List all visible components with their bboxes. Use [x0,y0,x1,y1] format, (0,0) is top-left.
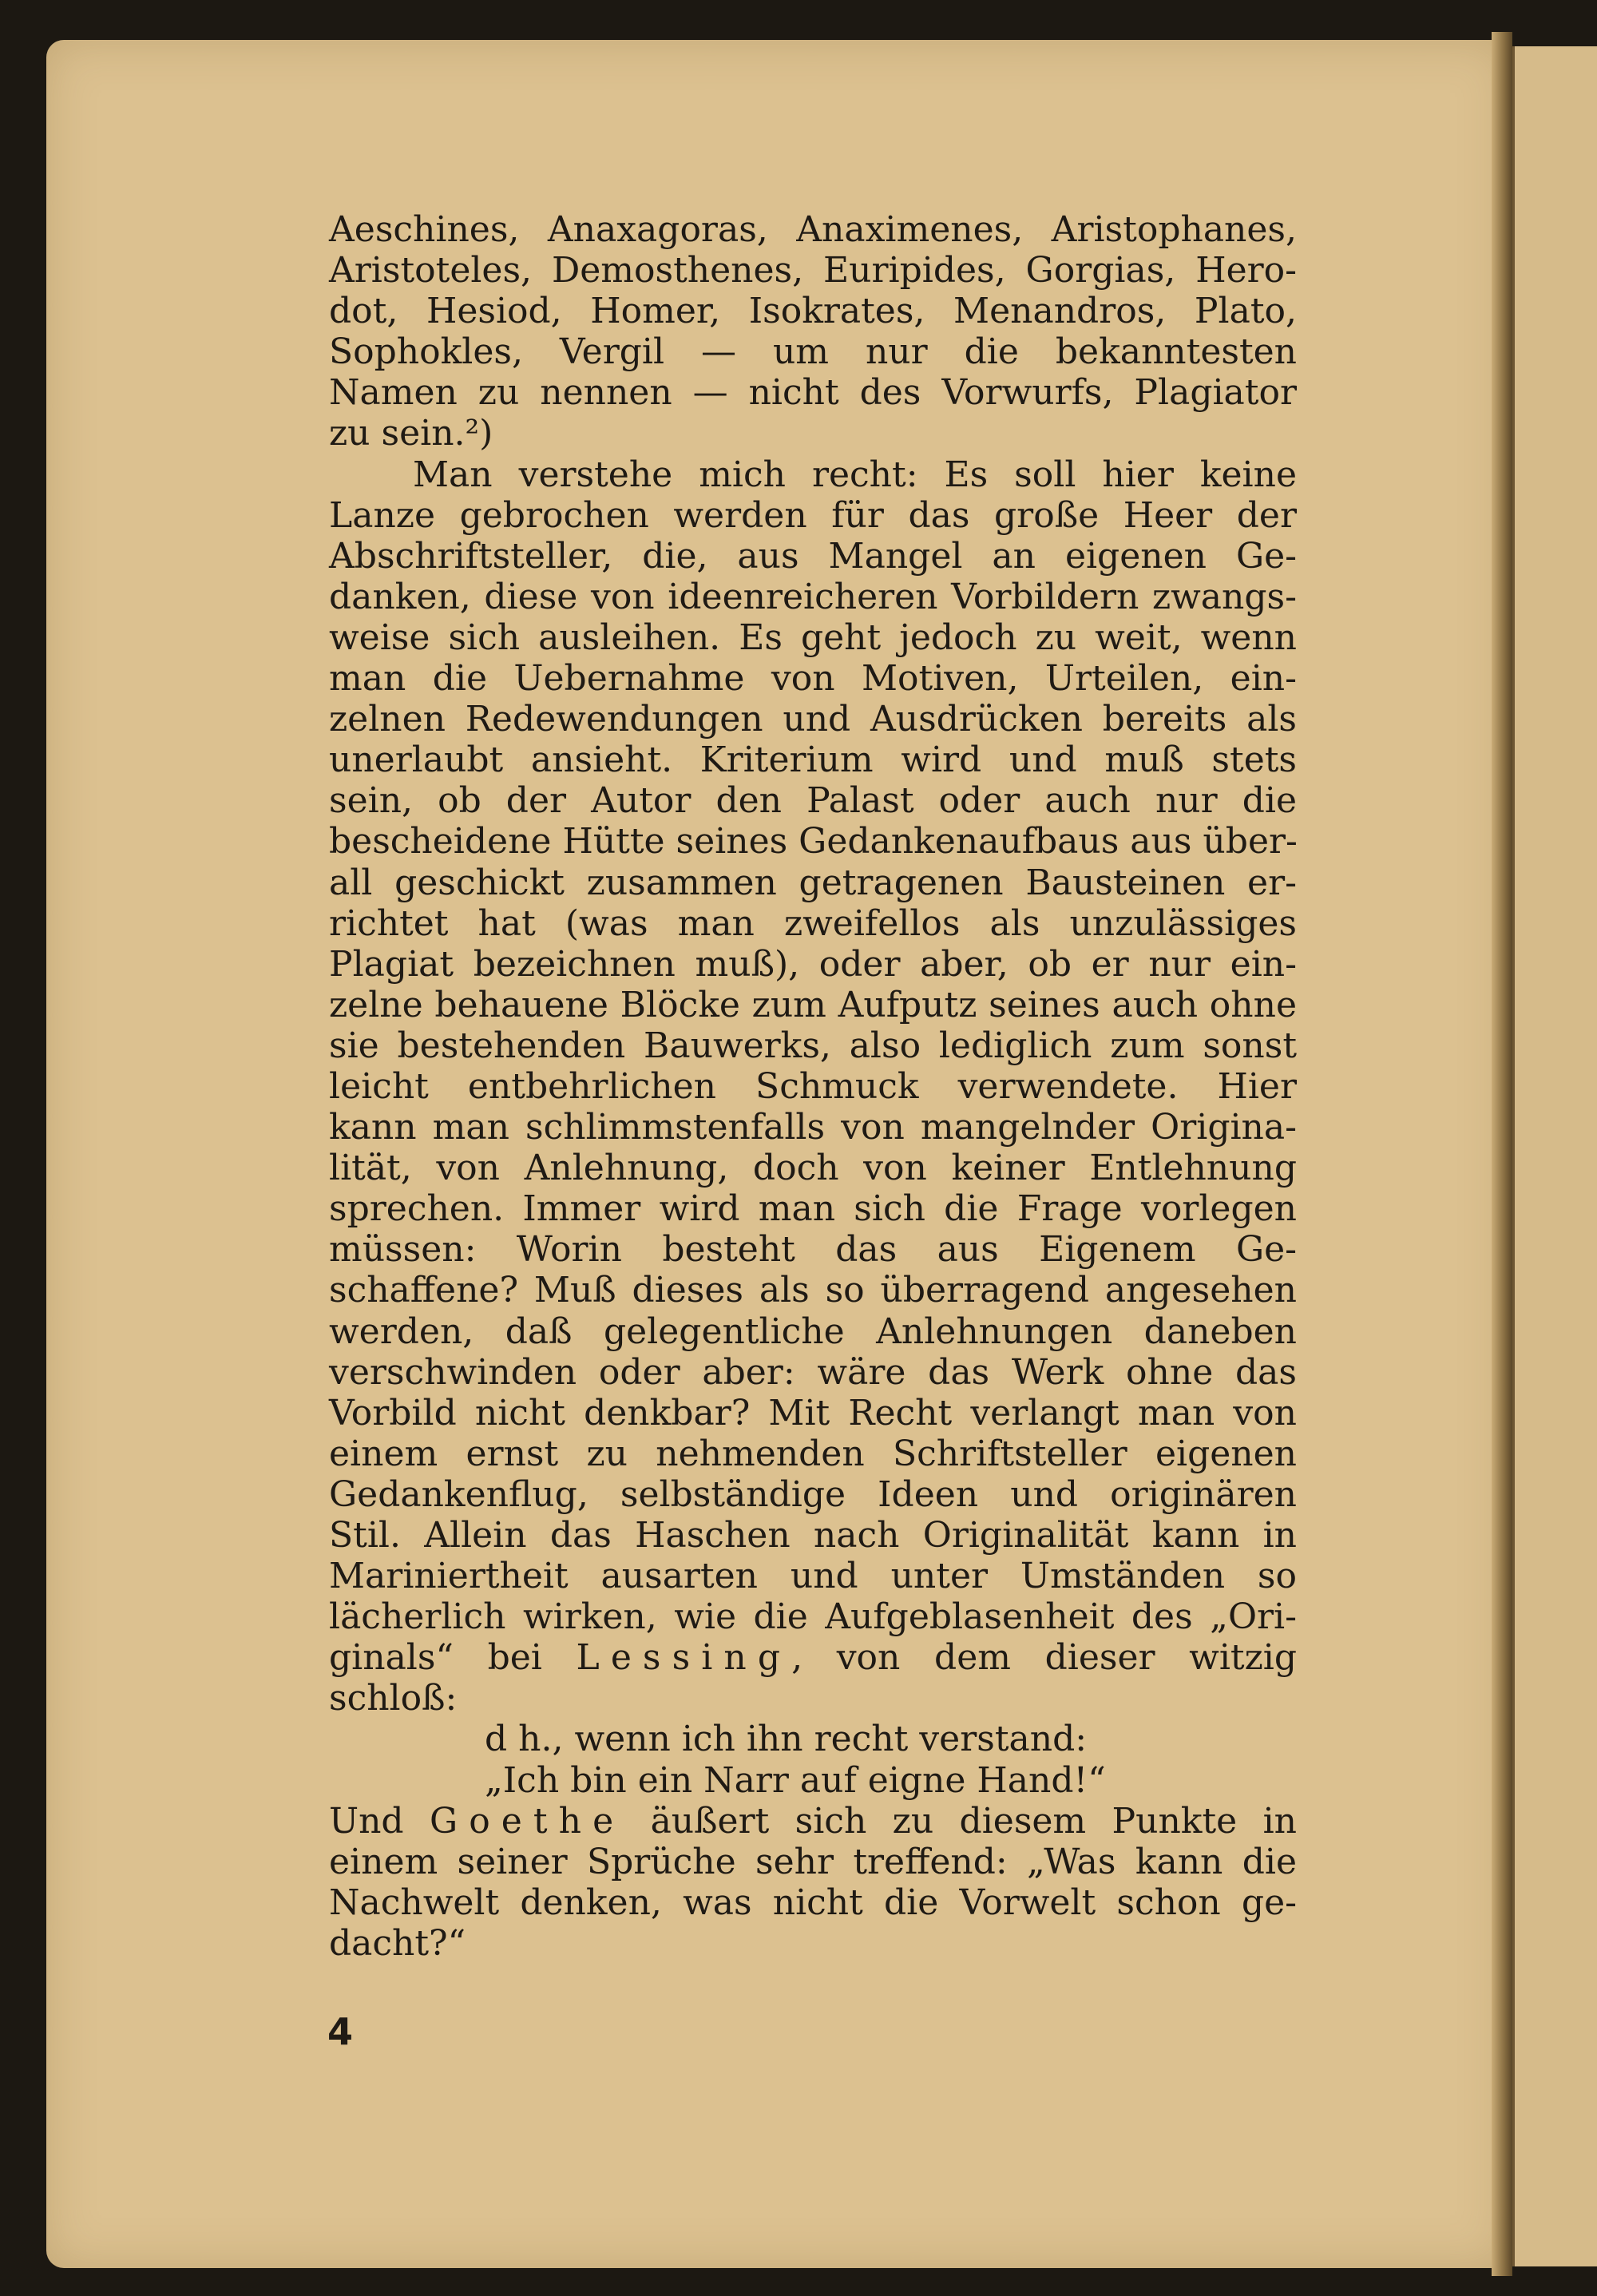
text-line: kann man schlimmstenfalls von mangelnder Origina- [329,1107,1297,1148]
text-line: weise sich ausleihen. Es geht jedoch zu weit, wenn [329,617,1297,658]
text-line: zelnen Redewendungen und Ausdrücken bereits als [329,699,1297,740]
text-line: Sophokles, Vergil — um nur die bekanntesten [329,331,1297,373]
text-line: Nachwelt denken, was nicht die Vorwelt schon ge- [329,1882,1297,1923]
text-line: danken, diese von ideenreicheren Vorbildern zwangs- [329,576,1297,617]
text-line: dacht?“ [329,1922,466,1964]
text-line: Aristoteles, Demosthenes, Euripides, Gorgias, Hero- [329,250,1297,291]
text-line: dot, Hesiod, Homer, Isokrates, Menandros, Plato, [329,291,1297,332]
text-line: sein, ob der Autor den Palast oder auch nur die [329,780,1297,822]
text-fragment: Und [329,1800,404,1842]
text-fragment: ginals“ bei [329,1637,542,1679]
adjacent-page-edge [1512,46,1597,2266]
text-line: Gedankenflug, selbständige Ideen und originären [329,1473,1297,1515]
text-line: man die Uebernahme von Motiven, Urteilen, ein- [329,658,1297,700]
text-line: Lanze gebrochen werden für das große Heer der [329,494,1297,536]
text-line: Namen zu nennen — nicht des Vorwurfs, Plagiator [329,372,1297,414]
text-line: Man verstehe mich recht: Es soll hier keine [413,454,1297,495]
text-line: müssen: Worin besteht das aus Eigenem Ge- [329,1229,1297,1271]
text-line: zu sein.²) [329,413,493,454]
spaced-name-goethe: Goethe [429,1800,625,1842]
verse-line: „Ich bin ein Narr auf eigne Hand!“ [485,1759,1106,1801]
text-line-goethe [329,1801,1297,1842]
text-line: Aeschines, Anaxagoras, Anaximenes, Aristophanes, [329,209,1297,250]
spaced-name-lessing: Lessing [576,1637,792,1679]
text-line: sie bestehenden Bauwerks, also lediglich zum sonst [329,1025,1297,1066]
text-line: sprechen. Immer wird man sich die Frage vorlegen [329,1188,1297,1230]
text-line: Mariniertheit ausarten und unter Umständen so [329,1556,1297,1597]
text-line: bescheidene Hütte seines Gedankenaufbaus aus über- [329,821,1298,862]
text-line: schloß: [329,1678,458,1719]
text-line: Plagiat bezeichnen muß), oder aber, ob er nur ein- [329,943,1297,985]
text-line: Stil. Allein das Haschen nach Originalität kann in [329,1515,1297,1556]
text-line: verschwinden oder aber: wäre das Werk ohne das [329,1351,1297,1393]
text-line: leicht entbehrlichen Schmuck verwendete. Hier [329,1065,1297,1107]
text-line: richtet hat (was man zweifellos als unzulässiges [329,902,1297,944]
text-line: Abschriftsteller, die, aus Mangel an eigenen Ge- [329,535,1297,577]
text-line: Vorbild nicht denkbar? Mit Recht verlangt man von [329,1392,1297,1434]
text-fragment: , von dem dieser witzig [791,1637,1297,1679]
text-line: einem ernst zu nehmenden Schriftsteller eigenen [329,1433,1297,1474]
text-line: all geschickt zusammen getragenen Bausteinen er- [329,862,1297,903]
text-line: lächerlich wirken, wie die Aufgeblasenheit des „Ori- [329,1596,1297,1638]
text-line: unerlaubt ansieht. Kriterium wird und muß stets [329,740,1297,781]
body-text [329,209,1297,1964]
text-line: lität, von Anlehnung, doch von keiner Entlehnung [329,1148,1297,1189]
text-line-lessing [329,1637,1297,1678]
text-fragment: äußert sich zu diesem Punkte in [650,1800,1297,1842]
text-line: schaffene? Muß dieses als so überragend angesehen [329,1270,1297,1311]
text-line: werden, daß gelegentliche Anlehnungen daneben [329,1311,1297,1352]
text-line: einem seiner Sprüche sehr treffend: „Was kann die [329,1841,1297,1882]
verse-line: d h., wenn ich ihn recht verstand: [485,1719,1088,1760]
page-number: 4 [327,2010,354,2053]
text-line: zelne behauene Blöcke zum Aufputz seines auch ohne [329,984,1297,1025]
book-gutter [1492,32,1512,2276]
